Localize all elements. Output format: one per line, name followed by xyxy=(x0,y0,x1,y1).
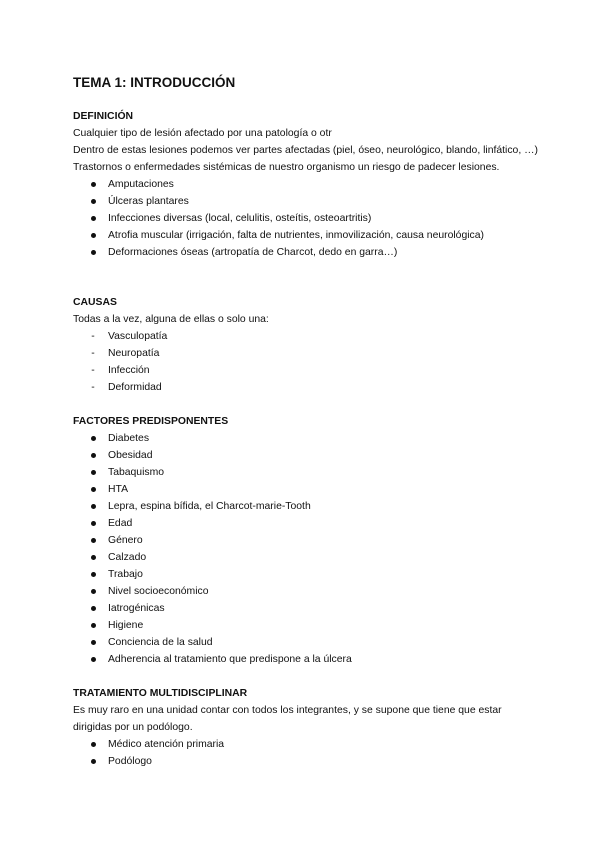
list-item: - Vasculopatía xyxy=(73,328,543,345)
bullet-icon xyxy=(87,430,99,447)
bullet-icon xyxy=(87,566,99,583)
dash-marker: - xyxy=(91,365,95,376)
list-item: Calzado xyxy=(73,549,543,566)
bullet-icon xyxy=(87,736,99,753)
list-item: Nivel socioeconómico xyxy=(73,583,543,600)
list-item: Deformaciones óseas (artropatía de Charcot, dedo en garra…) xyxy=(73,244,543,261)
section-tratamiento xyxy=(73,685,543,770)
bullet-icon xyxy=(87,481,99,498)
list-item: Lepra, espina bífida, el Charcot-marie-Tooth xyxy=(73,498,543,515)
page-title: TEMA 1: INTRODUCCIÓN xyxy=(73,75,236,90)
dash-marker: - xyxy=(91,348,95,359)
bullet-icon xyxy=(87,651,99,668)
dash-list xyxy=(73,328,543,396)
list-item: Podólogo xyxy=(73,753,543,770)
list-item: Trabajo xyxy=(73,566,543,583)
dash-marker: - xyxy=(91,382,95,393)
section-factores xyxy=(73,413,543,668)
paragraph: Dentro de estas lesiones podemos ver partes afectadas (piel, óseo, neurológico, blando, linfático, …) xyxy=(73,145,538,156)
list-item: Tabaquismo xyxy=(73,464,543,481)
bullet-list xyxy=(73,430,543,668)
bullet-icon xyxy=(87,193,99,210)
bullet-icon xyxy=(87,532,99,549)
list-item: - Deformidad xyxy=(73,379,543,396)
bullet-icon xyxy=(87,617,99,634)
bullet-list xyxy=(73,736,543,770)
list-item: Higiene xyxy=(73,617,543,634)
list-item: Amputaciones xyxy=(73,176,543,193)
bullet-icon xyxy=(87,176,99,193)
section-causas xyxy=(73,294,543,396)
bullet-icon xyxy=(87,244,99,261)
section-heading: FACTORES PREDISPONENTES xyxy=(73,416,229,427)
list-item: Úlceras plantares xyxy=(73,193,543,210)
bullet-icon xyxy=(87,549,99,566)
list-item: Diabetes xyxy=(73,430,543,447)
bullet-icon xyxy=(87,583,99,600)
bullet-icon xyxy=(87,753,99,770)
section-heading: CAUSAS xyxy=(73,297,117,308)
paragraph: Todas a la vez, alguna de ellas o solo una: xyxy=(73,314,269,325)
bullet-icon xyxy=(87,634,99,651)
list-item: Edad xyxy=(73,515,543,532)
bullet-icon xyxy=(87,600,99,617)
bullet-icon xyxy=(87,464,99,481)
list-item: - Neuropatía xyxy=(73,345,543,362)
section-heading: TRATAMIENTO MULTIDISCIPLINAR xyxy=(73,688,248,699)
bullet-icon xyxy=(87,227,99,244)
list-item: Iatrogénicas xyxy=(73,600,543,617)
list-item: HTA xyxy=(73,481,543,498)
dash-marker: - xyxy=(91,331,95,342)
paragraph: Es muy raro en una unidad contar con todos los integrantes, y se supone que tiene que estar dirigidas por un podólogo. xyxy=(73,705,502,733)
list-item: Género xyxy=(73,532,543,549)
bullet-icon xyxy=(87,515,99,532)
bullet-icon xyxy=(87,498,99,515)
paragraph: Cualquier tipo de lesión afectado por una patología o otr xyxy=(73,128,332,139)
bullet-list xyxy=(73,176,543,261)
section-definicion xyxy=(73,108,543,261)
paragraph: Trastornos o enfermedades sistémicas de nuestro organismo un riesgo de padecer lesiones. xyxy=(73,162,500,173)
list-item: Conciencia de la salud xyxy=(73,634,543,651)
bullet-icon xyxy=(87,447,99,464)
list-item: Adherencia al tratamiento que predispone a la úlcera xyxy=(73,651,543,668)
list-item: - Infección xyxy=(73,362,543,379)
list-item: Médico atención primaria xyxy=(73,736,543,753)
list-item: Infecciones diversas (local, celulitis, osteítis, osteoartritis) xyxy=(73,210,543,227)
list-item: Obesidad xyxy=(73,447,543,464)
list-item: Atrofia muscular (irrigación, falta de nutrientes, inmovilización, causa neurológica) xyxy=(73,227,543,244)
bullet-icon xyxy=(87,210,99,227)
section-heading: DEFINICIÓN xyxy=(73,111,134,122)
